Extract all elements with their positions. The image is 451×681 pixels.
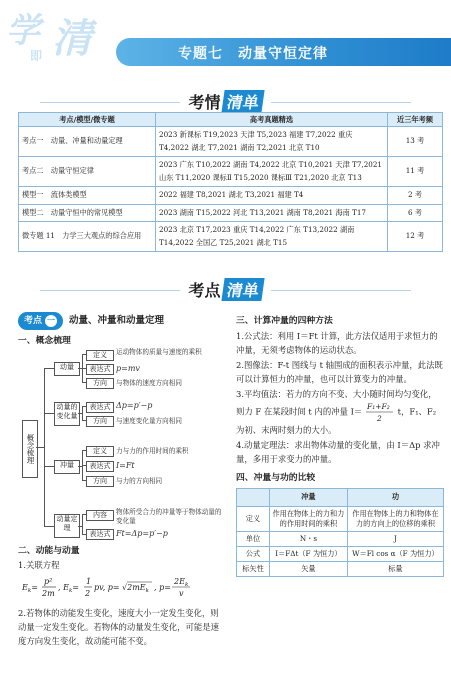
para-ke-momentum: 2.若物体的动能发生变化，速度大小一定发生变化，则动量一定发生变化。若物体的动量发生变化，可能是速度方向发生变化，故动能可能不变。 [18, 608, 219, 646]
cmp-cell: 矢量 [270, 561, 348, 576]
row-freq: 6 考 [388, 204, 443, 222]
col-header-topic: 考点/模型/微专题 [19, 113, 156, 127]
svg-text:2: 2 [85, 589, 91, 598]
leaf-expr-label: 表达式 [89, 530, 111, 538]
leaf-dir [86, 378, 114, 389]
heading-impulse-methods: 三、计算冲量的四种方法 [236, 316, 333, 326]
exam-frequency-table [18, 112, 443, 252]
note-impulse-expr: I=Ft [116, 461, 135, 470]
leaf-expr-label: 表达式 [89, 462, 111, 470]
cmp-header-blank [237, 489, 270, 507]
kaodian-tag [18, 312, 63, 330]
row-freq: 12 考 [388, 222, 443, 252]
leaf-expr [86, 461, 114, 472]
node-momentum [54, 362, 80, 376]
cmp-cell: I＝FΔt（F 为恒力） [270, 546, 348, 561]
leaf-dir [86, 416, 114, 427]
node-impulse [54, 460, 80, 474]
table-row [19, 157, 443, 187]
section-title-part-a: 考点 [188, 281, 221, 300]
svg-text:Ek=: $E_k=$ [22, 583, 38, 594]
section-title-part-b: 清单 [221, 90, 264, 113]
table-row [19, 204, 443, 222]
col-header-freq: 近三年考频 [388, 113, 443, 127]
table-row [237, 531, 444, 546]
note-theorem-content: 物体所受合力的冲量等于物体动量的变化量 [116, 508, 222, 525]
row-papers: 2023 广东 T10,2022 湖南 T4,2022 北京 T10,2021 天津 T7,2021 山东 T11,2020 课标Ⅱ T15,2020 课标Ⅲ T21,2020 北京 T13 [156, 157, 388, 187]
row-topic: 模型一 流体类模型 [19, 187, 156, 205]
leaf-content [86, 510, 114, 521]
col-header-papers: 高考真题精选 [156, 113, 388, 127]
topic-banner [116, 38, 451, 66]
table-header-row [237, 489, 444, 507]
method-formula: 1.公式法：利用 I＝Ft 计算，此方法仅适用于求恒力的冲量，无须考虑物体的运动状态。 [236, 330, 438, 355]
row-freq: 2 考 [388, 187, 443, 205]
kaodian-title: 动量、冲量和动量定理 [69, 315, 165, 326]
cmp-row-label: 单位 [237, 531, 270, 546]
relation-equations [18, 572, 225, 602]
svg-text:清: 清 [52, 16, 92, 62]
leaf-expr [86, 529, 114, 540]
section-title-part-b: 清单 [221, 278, 264, 301]
left-column [18, 312, 225, 648]
svg-text:√2mEk: $√2mE_k$ [122, 583, 149, 594]
table-row [237, 546, 444, 561]
cmp-cell: 标量 [347, 561, 443, 576]
svg-text:, Ek=: , $E_k=$ [58, 583, 79, 594]
cmp-row-label: 定义 [237, 506, 270, 531]
svg-text:pv, p=: pv, p= [94, 583, 120, 592]
row-freq: 13 考 [388, 127, 443, 157]
method-average-text: 3.平均值法：若力的方向不变、大小随时间均匀变化，则力 F 在某段时间 t 内的冲量 I＝ [236, 388, 437, 417]
svg-text:2Ek: $2E_k$ [174, 577, 189, 588]
table-row [19, 187, 443, 205]
note-momentum-dir: 与物体的速度方向相同 [116, 379, 182, 387]
note-impulse-def: 力与力的作用时间的乘积 [116, 447, 189, 455]
cmp-cell: W＝Fl cos α（F 为恒力） [347, 546, 443, 561]
para-relation: 1.关联方程 [18, 560, 60, 570]
leaf-expr-label: 表达式 [89, 403, 111, 411]
method-average-text-2: t，F₁、F₂ 为初、末两时刻力的大小。 [236, 406, 437, 435]
concept-diagram [18, 350, 225, 540]
kaodian-heading [18, 312, 225, 330]
leaf-expr-label: 表达式 [89, 365, 111, 373]
note-momentum-expr: p=mv [116, 364, 140, 373]
topic-title: 专题七 动量守恒定律 [178, 46, 328, 62]
method-theorem: 4.动量定理法：求出物体动量的变化量，由 I＝Δp 求冲量，多用于求变力的冲量。 [236, 439, 440, 464]
kaodian-num: 一 [47, 316, 56, 325]
average-fraction [365, 401, 395, 423]
leaf-def-label: 定义 [93, 447, 107, 455]
node-momentum-change-label: 动量的变化量 [56, 403, 78, 420]
svg-text:, p=: , p= [154, 583, 171, 592]
section-title-kaodian [0, 276, 451, 303]
note-theorem-expr: Ft=Δp=p′−p [116, 529, 168, 538]
header-band [0, 0, 451, 82]
cmp-header-impulse: 冲量 [270, 489, 348, 507]
leaf-def [86, 446, 114, 457]
row-topic: 微专题 11 力学三大观点的综合应用 [19, 222, 156, 252]
heading-kinetic-energy: 二、动能与动量 [18, 546, 80, 556]
leaf-def-label: 定义 [93, 351, 107, 359]
svg-text:F₁+F₂: F₁+F₂ [366, 402, 390, 411]
heading-compare: 四、冲量与功的比较 [236, 472, 316, 483]
diagram-root-label: 概念梳理 [26, 434, 35, 464]
node-impulse-label: 冲量 [60, 461, 74, 469]
row-topic: 考点一 动量、冲量和动量定理 [19, 127, 156, 157]
row-papers: 2023 湖南 T15,2022 河北 T13,2021 湖南 T8,2021 海南 T17 [156, 204, 388, 222]
cmp-cell: 作用在物体上的力和物体在力的方向上的位移的乘积 [347, 506, 443, 531]
table-row [237, 561, 444, 576]
svg-text:2m: 2m [42, 589, 55, 598]
svg-text:p²: p² [44, 577, 53, 586]
svg-text:1: 1 [86, 577, 92, 586]
right-column [236, 312, 444, 577]
leaf-def [86, 350, 114, 361]
svg-text:即: 即 [30, 49, 43, 63]
svg-text:v: v [179, 589, 184, 598]
table-row [19, 222, 443, 252]
leaf-expr [86, 364, 114, 375]
node-momentum-change [54, 402, 80, 426]
cmp-cell: 作用在物体上的力和力的作用时间的乘积 [270, 506, 348, 531]
row-topic: 考点二 动量守恒定律 [19, 157, 156, 187]
row-papers: 2023 新课标 T19,2023 天津 T5,2023 福建 T7,2022 重庆 T4,2022 湖北 T7,2021 湖南 T2,2021 北京 T10 [156, 127, 388, 157]
cmp-header-work: 功 [347, 489, 443, 507]
logo-xuejiqing [6, 2, 116, 72]
row-papers: 2023 北京 T17,2023 重庆 T14,2022 广东 T13,2022 湖南 T14,2022 全国乙 T25,2021 湖北 T15 [156, 222, 388, 252]
row-topic: 模型二 动量守恒中的常见模型 [19, 204, 156, 222]
cmp-row-label: 公式 [237, 546, 270, 561]
note-momentum-def: 运动物体的质量与速度的乘积 [116, 348, 202, 356]
cmp-cell: N・s [270, 531, 348, 546]
cmp-cell: J [347, 531, 443, 546]
row-freq: 11 考 [388, 157, 443, 187]
node-theorem [54, 514, 80, 538]
leaf-dir [86, 476, 114, 487]
note-dp-expr: Δp=p′−p [116, 401, 153, 410]
svg-text:学: 学 [6, 11, 40, 51]
heading-concept: 一、概念梳理 [18, 336, 71, 346]
row-papers: 2022 福建 T8,2021 湖北 T3,2021 福建 T4 [156, 187, 388, 205]
note-dp-dir: 与速度变化量方向相同 [116, 417, 182, 425]
cmp-row-label: 标矢性 [237, 561, 270, 576]
leaf-content-label: 内容 [93, 511, 107, 519]
leaf-dir-label: 方向 [93, 417, 107, 425]
table-header-row [19, 113, 443, 127]
node-momentum-label: 动量 [60, 363, 74, 371]
leaf-dir-label: 方向 [93, 477, 107, 485]
leaf-dir-label: 方向 [93, 379, 107, 387]
method-average [236, 387, 444, 438]
impulse-work-table [236, 488, 444, 577]
section-title-part-a: 考情 [188, 93, 221, 112]
svg-text:2: 2 [376, 414, 382, 423]
section-title-kaoqing [0, 88, 451, 115]
table-row [237, 506, 444, 531]
kaodian-tag-label: 考点 [24, 316, 43, 326]
note-impulse-dir: 与力的方向相同 [116, 477, 163, 485]
table-row [19, 127, 443, 157]
leaf-expr [86, 402, 114, 413]
method-graph: 2.图像法：F-t 图线与 t 轴围成的面积表示冲量，此法既可以计算恒力的冲量，也可以计算变力的冲量。 [236, 359, 443, 384]
node-theorem-label: 动量定理 [56, 515, 78, 532]
diagram-root [22, 420, 38, 478]
